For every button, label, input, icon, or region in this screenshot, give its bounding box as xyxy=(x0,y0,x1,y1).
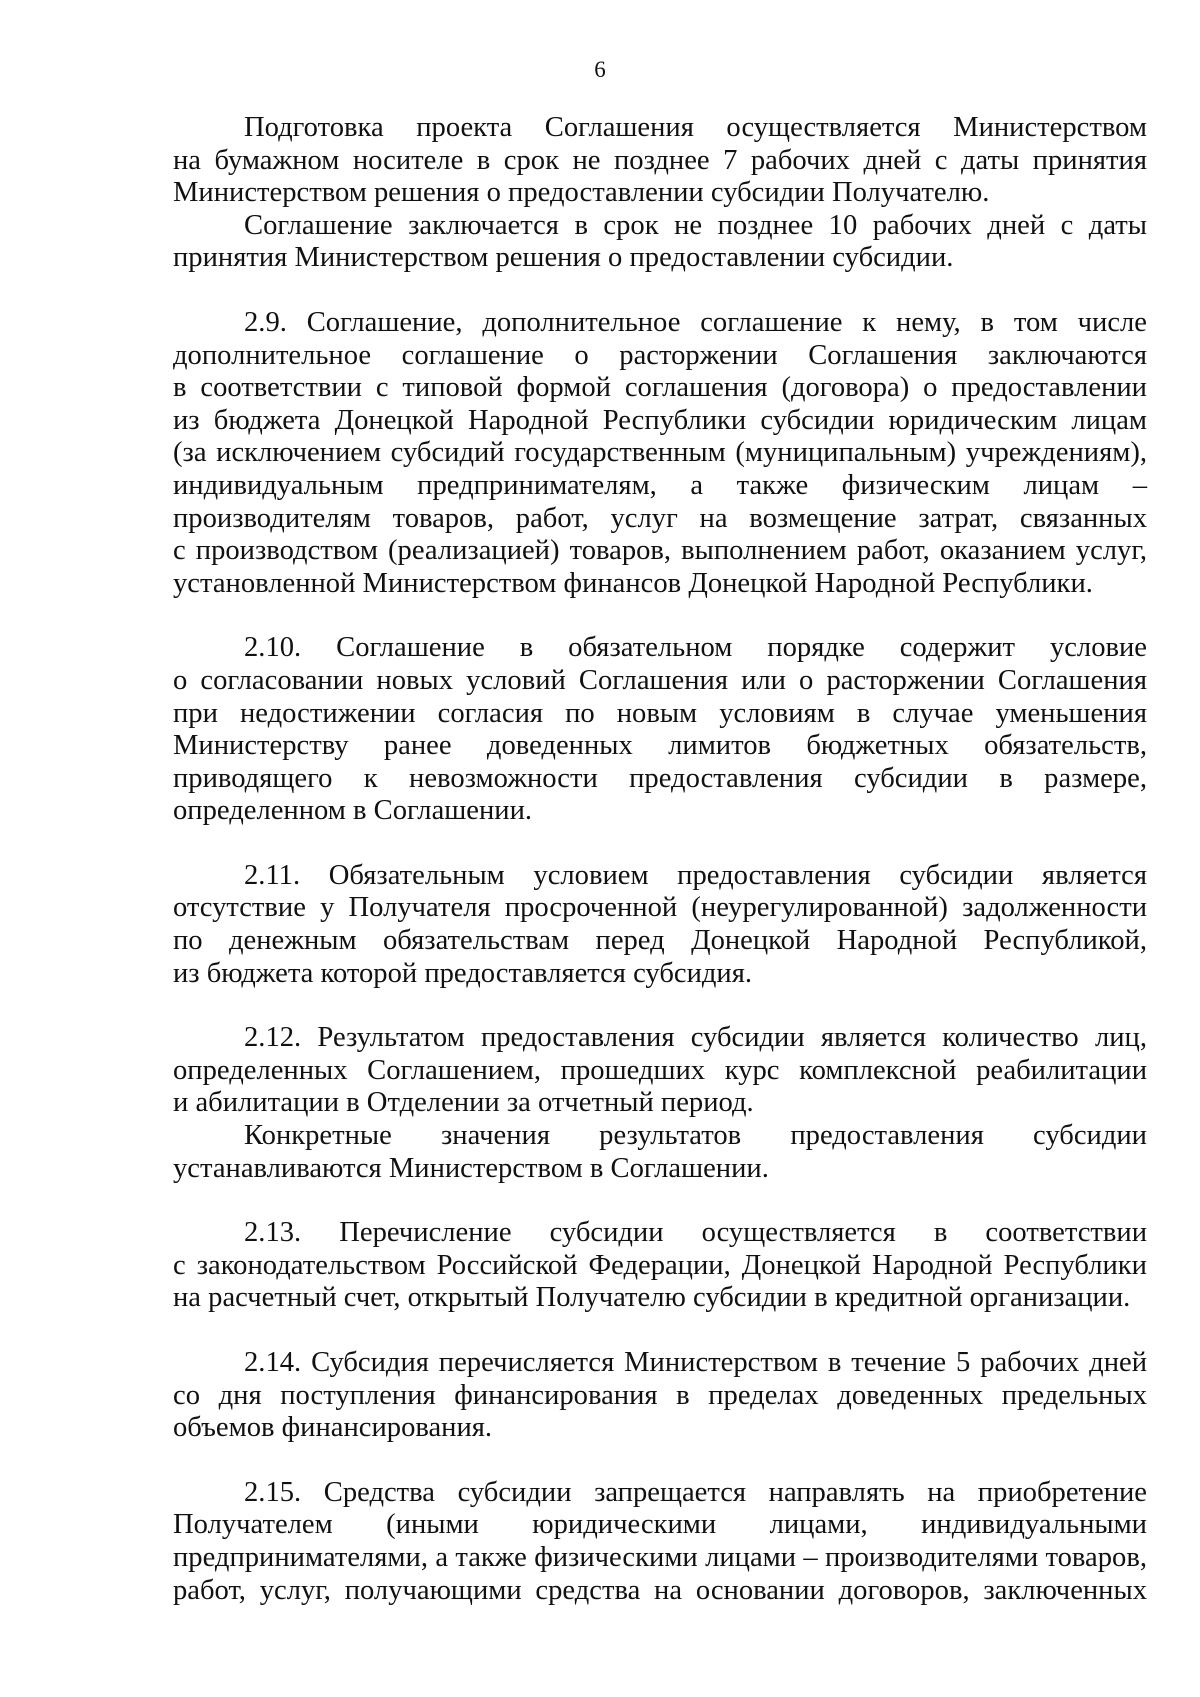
text-line: определенных Соглашением, прошедших курс комплексной реабилитации xyxy=(173,1054,1147,1086)
text-line: индивидуальным предпринимателям, а также физическим лицам – xyxy=(173,469,1147,501)
text-line: 2.11. Обязательным условием предоставления субсидии является xyxy=(244,859,1147,891)
text-line: 2.12. Результатом предоставления субсидии является количество лиц, xyxy=(244,1022,1147,1054)
text-line: 2.15. Средства субсидии запрещается направлять на приобретение xyxy=(244,1476,1147,1508)
paragraph-gap xyxy=(173,1445,1147,1477)
page-number: 6 xyxy=(594,57,606,82)
text-line: при недостижении согласия по новым условиям в случае уменьшения xyxy=(173,697,1147,729)
paragraph-agreement-preparation xyxy=(173,112,1147,210)
text-line: (за исключением субсидий государственным (муниципальным) учреждениям), xyxy=(173,437,1147,469)
paragraph-2-14 xyxy=(173,1347,1147,1445)
text-line: в соответствии с типовой формой соглашения (договора) о предоставлении xyxy=(173,372,1147,404)
paragraph-2-10 xyxy=(173,632,1147,828)
paragraph-2-12 xyxy=(173,1022,1147,1120)
text-line: 2.9. Соглашение, дополнительное соглашение к нему, в том числе xyxy=(244,306,1147,338)
text-line: установленной Министерством финансов Донецкой Народной Республики. xyxy=(173,567,1093,599)
paragraph-gap xyxy=(173,1315,1147,1347)
text-line: и абилитации в Отделении за отчетный период. xyxy=(173,1087,754,1119)
text-line: о согласовании новых условий Соглашения или о расторжении Соглашения xyxy=(173,664,1147,696)
text-line: на бумажном носителе в срок не позднее 7 рабочих дней с даты принятия xyxy=(173,144,1147,176)
text-line: Министерству ранее доведенных лимитов бюджетных обязательств, xyxy=(173,730,1147,762)
text-line: на расчетный счет, открытый Получателю субсидии в кредитной организации. xyxy=(173,1282,1131,1314)
text-line: Конкретные значения результатов предоставления субсидии xyxy=(244,1120,1147,1152)
text-line: отсутствие у Получателя просроченной (неурегулированной) задолженности xyxy=(173,892,1147,924)
paragraph-result-values xyxy=(173,1120,1147,1185)
text-line: Соглашение заключается в срок не позднее 10 рабочих дней с даты xyxy=(244,209,1147,241)
paragraph-2-15 xyxy=(173,1477,1147,1607)
text-line: 2.14. Субсидия перечисляется Министерством в течение 5 рабочих дней xyxy=(244,1347,1147,1378)
text-line: работ, услуг, получающими средства на основании договоров, заключенных xyxy=(173,1574,1147,1606)
paragraph-gap xyxy=(173,1185,1147,1217)
paragraph-gap xyxy=(173,275,1147,307)
text-line: с производством (реализацией) товаров, выполнением работ, оказанием услуг, xyxy=(173,535,1147,567)
document-body xyxy=(173,112,1147,1607)
text-line: производителям товаров, работ, услуг на возмещение затрат, связанных xyxy=(173,502,1147,534)
text-line: с законодательством Российской Федерации, Донецкой Народной Республики xyxy=(173,1249,1147,1281)
text-line: объемов финансирования. xyxy=(173,1412,493,1444)
text-line: из бюджета которой предоставляется субсидия. xyxy=(173,957,753,989)
paragraph-gap xyxy=(173,990,1147,1022)
text-line: Получателем (иными юридическими лицами, индивидуальными xyxy=(173,1509,1147,1541)
text-line: 2.13. Перечисление субсидии осуществляется в соответствии xyxy=(244,1217,1147,1249)
text-line: принятия Министерством решения о предоставлении субсидии. xyxy=(173,242,954,274)
text-line: из бюджета Донецкой Народной Республики субсидии юридическим лицам xyxy=(173,404,1147,436)
paragraph-gap xyxy=(173,600,1147,632)
paragraph-agreement-conclusion xyxy=(173,210,1147,275)
text-line: Подготовка проекта Соглашения осуществляется Министерством xyxy=(244,112,1147,143)
text-line: дополнительное соглашение о расторжении Соглашения заключаются xyxy=(173,339,1147,371)
text-line: устанавливаются Министерством в Соглашении. xyxy=(173,1152,769,1184)
text-line: со дня поступления финансирования в пределах доведенных предельных xyxy=(173,1379,1147,1411)
text-line: приводящего к невозможности предоставления субсидии в размере, xyxy=(173,762,1147,794)
text-line: Министерством решения о предоставлении субсидии Получателю. xyxy=(173,177,990,209)
text-line: предпринимателями, а также физическими лицами – производителями товаров, xyxy=(173,1541,1147,1573)
text-line: определенном в Соглашении. xyxy=(173,795,533,827)
paragraph-2-9 xyxy=(173,307,1147,600)
paragraph-2-11 xyxy=(173,860,1147,990)
text-line: по денежным обязательствам перед Донецкой Народной Республикой, xyxy=(173,925,1147,957)
paragraph-2-13 xyxy=(173,1217,1147,1315)
paragraph-gap xyxy=(173,828,1147,860)
text-line: 2.10. Соглашение в обязательном порядке содержит условие xyxy=(244,632,1147,664)
